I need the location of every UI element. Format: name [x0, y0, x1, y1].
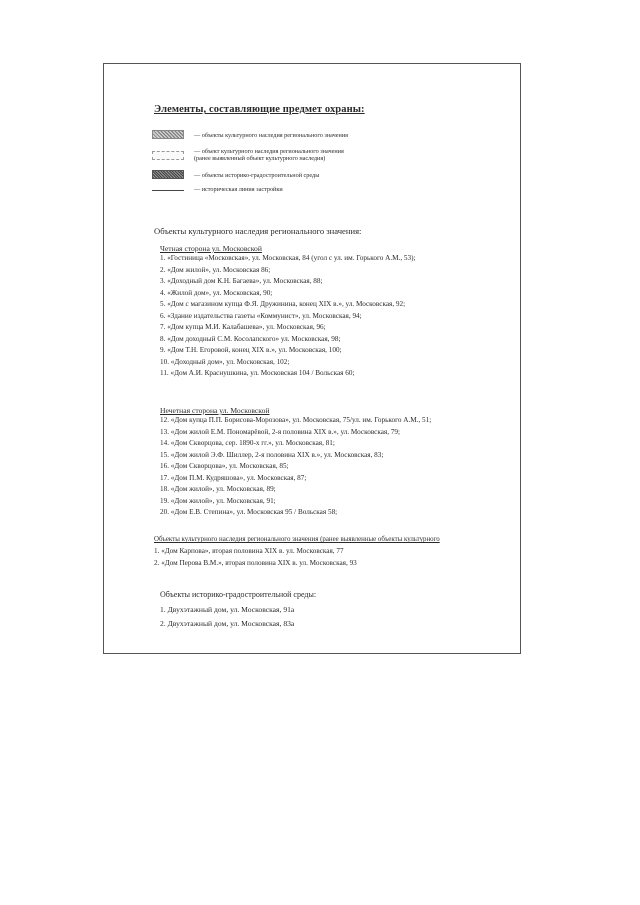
list-item: 1. «Дом Карпова», вторая половина XIX в. ул. Московская, 77	[154, 547, 344, 555]
list-item: 20. «Дом Е.В. Степина», ул. Московская 95 / Вольская 58;	[160, 508, 338, 516]
legend-swatch-dark	[152, 170, 184, 179]
list-urban-env	[160, 603, 294, 631]
list-item: 5. «Дом с магазином купца Ф.Я. Дружинина, конец XIX в.», ул. Московская, 92;	[160, 300, 406, 308]
subheading-even-side: Четная сторона ул. Московской	[160, 244, 262, 253]
list-item: 9. «Дом Т.Н. Егоровой, конец XIX в.», ул. Московская, 100;	[160, 346, 342, 354]
list-item: 3. «Доходный дом К.Н. Багаева», ул. Московская, 88;	[160, 277, 323, 285]
legend-label: — объект культурного наследия регионального значения	[194, 148, 344, 155]
legend-swatch-hatched	[152, 130, 184, 139]
list-item: 18. «Дом жилой», ул. Московская, 89;	[160, 485, 276, 493]
list-item: 6. «Здание издательства газеты «Коммунист», ул. Московская, 94;	[160, 311, 362, 320]
legend-label: — объекты культурного наследия регионального значения	[194, 132, 348, 139]
section-heading-urban-env: Объекты историко-градостроительной среды:	[160, 590, 317, 599]
list-identified-objects	[154, 546, 357, 569]
list-item: 8. «Дом доходный С.М. Косолапского» ул. Московская, 98;	[160, 334, 341, 343]
list-item: 17. «Дом П.М. Кудряшова», ул. Московская, 87;	[160, 473, 307, 482]
list-item: 19. «Дом жилой», ул. Московская, 91;	[160, 496, 276, 505]
list-item: 1. Двухэтажный дом, ул. Московская, 91а	[160, 605, 295, 614]
legend-label-second-line: (ранее выявленный объект культурного наследия)	[194, 155, 326, 162]
document-title: Элементы, составляющие предмет охраны:	[154, 104, 365, 115]
list-item: 13. «Дом жилой Е.М. Пономарёвой, 2-я половина XIX в.», ул. Московская, 79;	[160, 427, 401, 436]
legend-label: — объекты историко-градостроительной среды	[194, 172, 320, 179]
list-item: 2. «Дом жилой», ул. Московская 86;	[160, 265, 271, 274]
list-item: 14. «Дом Скворцова, сер. 1890-х гг.», ул. Московская, 81;	[160, 439, 335, 447]
list-item: 1. «Гостиница «Московская», ул. Московская, 84 (угол с ул. им. Горького А.М., 53);	[160, 254, 416, 262]
list-even-side	[160, 253, 416, 380]
legend-swatch-line	[152, 190, 184, 191]
subheading-odd-side: Нечетная сторона ул. Московской	[160, 406, 270, 415]
list-item: 11. «Дом А.И. Краснушкина, ул. Московская 104 / Вольская 60;	[160, 369, 355, 377]
section-heading-regional: Объекты культурного наследия регионального значения:	[154, 226, 362, 236]
list-item: 2. «Дом Перова В.М.», вторая половина XIX в. ул. Московская, 93	[154, 558, 357, 567]
list-item: 10. «Доходный дом», ул. Московская, 102;	[160, 357, 290, 366]
list-item: 15. «Дом жилой Э.Ф. Шиллер, 2-я половина XIX в.», ул. Московская, 83;	[160, 450, 384, 459]
list-item: 2. Двухэтажный дом, ул. Московская, 83а	[160, 619, 295, 628]
list-item: 4. «Жилой дом», ул. Московская, 90;	[160, 288, 273, 297]
list-item: 12. «Дом купца П.П. Борисова-Морозова», ул. Московская, 75/ул. им. Горького А.М., 51;	[160, 416, 432, 424]
list-item: 16. «Дом Скворцова», ул. Московская, 85;	[160, 462, 289, 470]
legend-swatch-empty	[152, 151, 184, 160]
list-odd-side	[160, 415, 431, 519]
legend-label: — историческая линия застройки	[194, 186, 283, 193]
list-item: 7. «Дом купца М.И. Калабашева», ул. Московская, 96;	[160, 323, 326, 331]
subheading-identified-objects: Объекты культурного наследия регионального значения (ранее выявленные объекты культурного	[154, 536, 440, 543]
